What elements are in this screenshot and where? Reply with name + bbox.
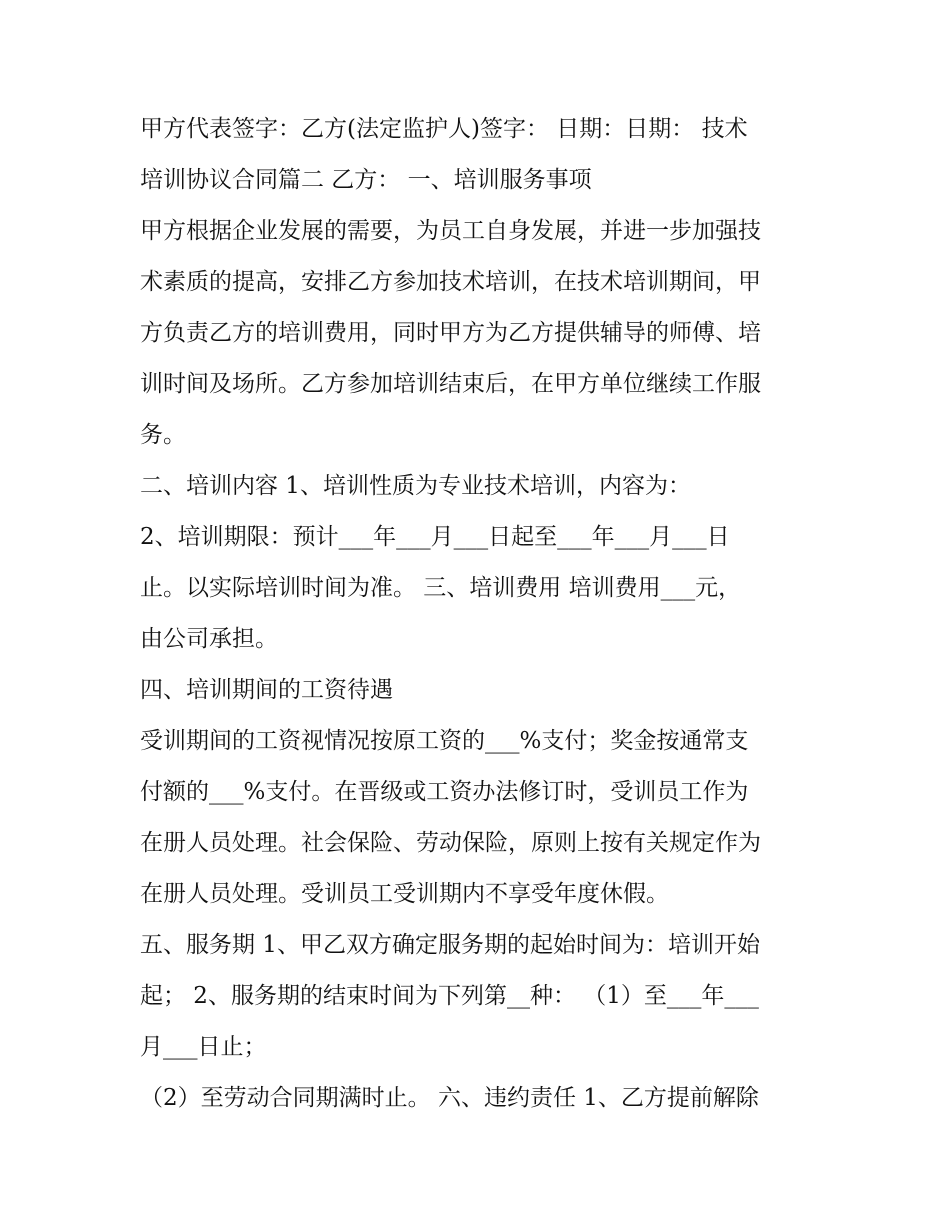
text-line: 由公司承担。 [140, 626, 278, 652]
text-line: 术素质的提高，安排乙方参加技术培训，在技术培训期间，甲 [140, 269, 761, 295]
document-body [140, 104, 820, 1124]
text-line: 在册人员处理。受训员工受训期内不享受年度休假。 [140, 881, 669, 907]
text-line: 四、培训期间的工资待遇 [140, 677, 393, 703]
text-line: 起； 2、服务期的结束时间为下列第__种： （1）至___年___ [140, 983, 759, 1009]
text-line: 月___日止； [140, 1034, 267, 1060]
text-line: 甲方根据企业发展的需要，为员工自身发展，并进一步加强技 [140, 218, 761, 244]
text-line: 训时间及场所。乙方参加培训结束后，在甲方单位继续工作服 [140, 371, 761, 397]
text-line: 方负责乙方的培训费用，同时甲方为乙方提供辅导的师傅、培 [140, 320, 761, 346]
text-line: 2、培训期限：预计___年___月___日起至___年___月___日 [140, 524, 730, 550]
text-line: 培训协议合同篇二 乙方： 一、培训服务事项 [140, 167, 592, 193]
text-line: 止。以实际培训时间为准。 三、培训费用 培训费用___元， [140, 575, 742, 601]
text-line: 二、培训内容 1、培训性质为专业技术培训，内容为： [140, 473, 691, 499]
text-line: 付额的___%支付。在晋级或工资办法修订时，受训员工作为 [140, 779, 749, 805]
text-line: 在册人员处理。社会保险、劳动保险，原则上按有关规定作为 [140, 830, 761, 856]
text-line: 务。 [140, 422, 186, 448]
text-line: 甲方代表签字：乙方(法定监护人)签字： 日期：日期： 技术 [140, 116, 748, 142]
text-line: 受训期间的工资视情况按原工资的___%支付；奖金按通常支 [140, 728, 749, 754]
text-line: 五、服务期 1、甲乙双方确定服务期的起始时间为：培训开始 [140, 932, 760, 958]
text-line: （2）至劳动合同期满时止。 六、违约责任 1、乙方提前解除 [140, 1085, 759, 1111]
